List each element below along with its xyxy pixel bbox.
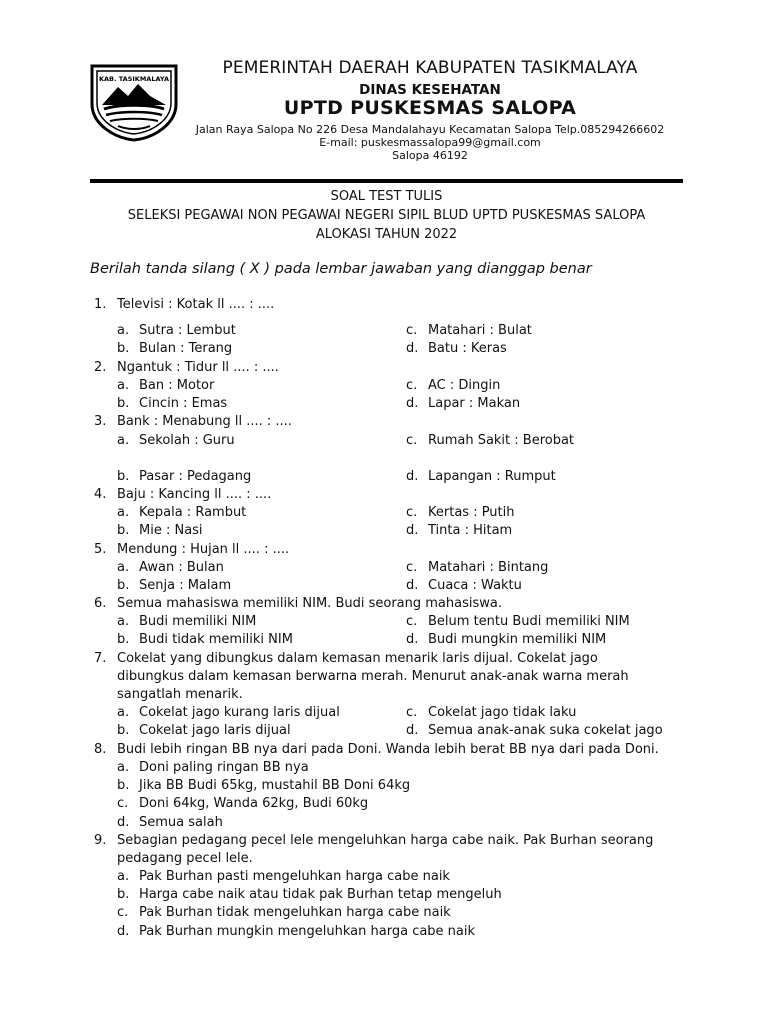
answer-option <box>406 705 576 721</box>
question-text: Budi lebih ringan BB nya dari pada Doni. Wanda lebih berat BB nya dari pada Doni. <box>117 742 659 757</box>
option-text: Cokelat jago tidak laku <box>428 705 577 720</box>
question-text: sangatlah menarik. <box>117 687 243 702</box>
answer-option <box>406 378 500 394</box>
question-number: 9. <box>94 833 107 848</box>
option-text: Budi tidak memiliki NIM <box>139 632 293 647</box>
option-letter: d. <box>406 396 419 411</box>
option-letter: a. <box>117 705 130 720</box>
answer-option <box>117 778 410 794</box>
option-text: Rumah Sakit : Berobat <box>428 433 575 448</box>
government-name: PEMERINTAH DAERAH KABUPATEN TASIKMALAYA <box>222 58 638 78</box>
city-line: Salopa 46192 <box>392 149 468 162</box>
question-number: 7. <box>94 651 107 666</box>
option-text: Cokelat jago kurang laris dijual <box>139 705 340 720</box>
option-letter: d. <box>406 578 419 593</box>
answer-option <box>406 578 522 594</box>
department-name: DINAS KESEHATAN <box>359 82 501 98</box>
option-text: Cuaca : Waktu <box>428 578 522 593</box>
option-text: Mie : Nasi <box>139 523 203 538</box>
option-text: Lapar : Makan <box>428 396 521 411</box>
answer-option <box>406 614 630 630</box>
answer-option <box>117 815 223 831</box>
option-text: Cokelat jago laris dijual <box>139 723 291 738</box>
option-text: Pak Burhan pasti mengeluhkan harga cabe naik <box>139 869 450 884</box>
option-letter: d. <box>117 924 130 939</box>
question-text: Televisi : Kotak ll .... : .... <box>117 297 275 312</box>
option-text: Matahari : Bintang <box>428 560 549 575</box>
question-number: 4. <box>94 487 107 502</box>
option-letter: c. <box>406 560 418 575</box>
option-letter: a. <box>117 505 130 520</box>
option-text: Semua anak-anak suka cokelat jago <box>428 723 663 738</box>
answer-option <box>117 796 368 812</box>
answer-option <box>117 705 340 721</box>
institution-name: UPTD PUSKESMAS SALOPA <box>283 97 577 119</box>
answer-option <box>117 869 450 885</box>
answer-option <box>117 723 291 739</box>
answer-option <box>117 760 309 776</box>
answer-option <box>117 523 203 539</box>
answer-option <box>406 523 512 539</box>
option-text: Pasar : Pedagang <box>139 469 252 484</box>
answer-option <box>406 560 548 576</box>
option-letter: d. <box>406 523 419 538</box>
option-letter: d. <box>406 341 419 356</box>
answer-option <box>117 469 251 485</box>
option-text: Matahari : Bulat <box>428 323 532 338</box>
question-number: 3. <box>94 414 107 429</box>
option-letter: c. <box>406 323 418 338</box>
option-letter: d. <box>117 815 130 830</box>
option-letter: b. <box>117 887 130 902</box>
question-number: 1. <box>94 297 107 312</box>
answer-option <box>117 396 227 412</box>
option-letter: b. <box>117 778 130 793</box>
answer-option <box>117 505 246 521</box>
tasikmalaya-regency-logo <box>88 60 180 142</box>
option-letter: a. <box>117 378 130 393</box>
answer-option <box>117 614 256 630</box>
question-text: Semua mahasiswa memiliki NIM. Budi seorang mahasiswa. <box>117 596 502 611</box>
option-letter: b. <box>117 578 130 593</box>
answer-option <box>406 632 606 648</box>
option-letter: b. <box>117 341 130 356</box>
option-letter: a. <box>117 560 130 575</box>
option-letter: d. <box>406 632 419 647</box>
question-text: Bank : Menabung ll .... : .... <box>117 414 292 429</box>
question-number: 2. <box>94 360 107 375</box>
answer-option <box>117 323 236 339</box>
answer-option <box>117 887 502 903</box>
option-text: Ban : Motor <box>139 378 215 393</box>
answer-option <box>406 341 507 357</box>
option-letter: c. <box>406 505 418 520</box>
option-text: Budi mungkin memiliki NIM <box>428 632 607 647</box>
option-text: Batu : Keras <box>428 341 507 356</box>
option-text: Doni 64kg, Wanda 62kg, Budi 60kg <box>139 796 369 811</box>
address-line: Jalan Raya Salopa No 226 Desa Mandalahayu Kecamatan Salopa Telp.085294266602 <box>195 123 665 136</box>
question-number: 6. <box>94 596 107 611</box>
answer-option <box>117 632 293 648</box>
answer-option <box>117 560 224 576</box>
answer-option <box>406 396 520 412</box>
option-text: Doni paling ringan BB nya <box>139 760 309 775</box>
exam-subtitle: SELEKSI PEGAWAI NON PEGAWAI NEGERI SIPIL BLUD UPTD PUSKESMAS SALOPA <box>127 208 646 223</box>
email-line: E-mail: puskesmassalopa99@gmail.com <box>319 136 541 149</box>
option-text: Bulan : Terang <box>139 341 233 356</box>
question-number: 8. <box>94 742 107 757</box>
option-letter: c. <box>117 796 129 811</box>
option-text: Sutra : Lembut <box>139 323 236 338</box>
question-text: Baju : Kancing ll .... : .... <box>117 487 272 502</box>
option-letter: a. <box>117 614 130 629</box>
exam-year: ALOKASI TAHUN 2022 <box>315 227 458 242</box>
option-text: Senja : Malam <box>139 578 232 593</box>
answer-option <box>406 323 532 339</box>
option-text: AC : Dingin <box>428 378 501 393</box>
header-divider <box>90 179 683 183</box>
option-text: Belum tentu Budi memiliki NIM <box>428 614 630 629</box>
option-text: Kertas : Putih <box>428 505 515 520</box>
option-letter: b. <box>117 723 130 738</box>
question-text: dibungkus dalam kemasan berwarna merah. Menurut anak-anak warna merah <box>117 669 629 684</box>
option-text: Semua salah <box>139 815 223 830</box>
answer-option <box>406 723 663 739</box>
option-letter: c. <box>406 614 418 629</box>
option-letter: b. <box>117 396 130 411</box>
option-text: Jika BB Budi 65kg, mustahil BB Doni 64kg <box>139 778 411 793</box>
answer-option <box>117 905 451 921</box>
question-text: Mendung : Hujan ll .... : .... <box>117 542 290 557</box>
option-text: Kepala : Rambut <box>139 505 247 520</box>
answer-option <box>117 341 232 357</box>
answer-option <box>117 433 235 449</box>
question-text: Ngantuk : Tidur ll .... : .... <box>117 360 279 375</box>
answer-option <box>117 378 214 394</box>
instruction: Berilah tanda silang ( X ) pada lembar jawaban yang dianggap benar <box>90 261 592 277</box>
svg-text:KAB. TASIKMALAYA: KAB. TASIKMALAYA <box>98 75 170 83</box>
answer-option <box>117 924 475 940</box>
question-number: 5. <box>94 542 107 557</box>
question-text: pedagang pecel lele. <box>117 851 253 866</box>
option-letter: a. <box>117 869 130 884</box>
option-letter: a. <box>117 433 130 448</box>
answer-option <box>406 505 515 521</box>
option-letter: a. <box>117 323 130 338</box>
option-letter: a. <box>117 760 130 775</box>
option-text: Harga cabe naik atau tidak pak Burhan tetap mengeluh <box>139 887 502 902</box>
question-text: Cokelat yang dibungkus dalam kemasan menarik laris dijual. Cokelat jago <box>117 651 598 666</box>
option-text: Lapangan : Rumput <box>428 469 556 484</box>
option-letter: d. <box>406 469 419 484</box>
option-letter: b. <box>117 632 130 647</box>
option-text: Pak Burhan mungkin mengeluhkan harga cabe naik <box>139 924 476 939</box>
option-text: Awan : Bulan <box>139 560 224 575</box>
option-text: Budi memiliki NIM <box>139 614 257 629</box>
option-text: Cincin : Emas <box>139 396 228 411</box>
option-text: Sekolah : Guru <box>139 433 235 448</box>
exam-title: SOAL TEST TULIS <box>330 189 443 204</box>
answer-option <box>406 433 574 449</box>
option-letter: c. <box>406 705 418 720</box>
option-letter: b. <box>117 523 130 538</box>
answer-option <box>117 578 231 594</box>
question-text: Sebagian pedagang pecel lele mengeluhkan harga cabe naik. Pak Burhan seorang <box>117 833 654 848</box>
option-letter: c. <box>406 433 418 448</box>
option-letter: c. <box>406 378 418 393</box>
option-text: Pak Burhan tidak mengeluhkan harga cabe naik <box>139 905 451 920</box>
answer-option <box>406 469 556 485</box>
option-letter: b. <box>117 469 130 484</box>
option-letter: c. <box>117 905 129 920</box>
option-letter: d. <box>406 723 419 738</box>
option-text: Tinta : Hitam <box>428 523 513 538</box>
